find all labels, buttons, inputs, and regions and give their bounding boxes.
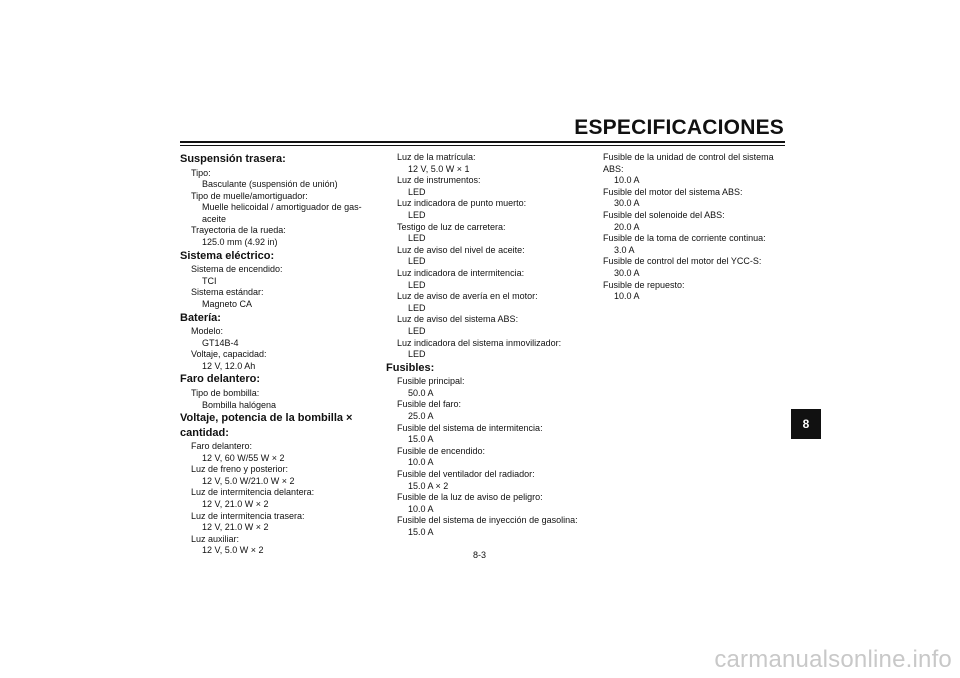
spec-label: Fusible del ventilador del radiador: — [397, 468, 535, 479]
spec-value: 15.0 A × 2 — [408, 480, 449, 491]
spec-column-1 — [180, 152, 380, 557]
spec-value: LED — [408, 279, 426, 290]
spec-column-3 — [603, 152, 788, 303]
spec-value: 30.0 A — [614, 267, 640, 278]
spec-value: Muelle helicoidal / amortiguador de gas- — [202, 202, 362, 213]
spec-value: 10.0 A — [614, 291, 640, 302]
spec-value: 10.0 A — [408, 457, 434, 468]
header-rule-thick — [180, 141, 785, 143]
spec-value: LED — [408, 302, 426, 313]
spec-label: Fusible del motor del sistema ABS: — [603, 186, 743, 197]
section-heading: Suspensión trasera: — [180, 153, 286, 165]
spec-value: 20.0 A — [614, 221, 640, 232]
spec-value: LED — [408, 209, 426, 220]
spec-label: Luz de la matrícula: — [397, 152, 476, 162]
spec-value: 12 V, 21.0 W × 2 — [202, 499, 269, 510]
section-heading: Fusibles: — [386, 361, 435, 374]
spec-column-2 — [386, 152, 586, 539]
spec-value: Bombilla halógena — [202, 399, 277, 410]
spec-value: 3.0 A — [614, 244, 635, 255]
spec-label: Fusible del solenoide del ABS: — [603, 209, 725, 220]
spec-label: Luz de aviso de avería en el motor: — [397, 291, 538, 302]
spec-label: Luz de intermitencia delantera: — [191, 487, 315, 498]
spec-label: Tipo: — [191, 167, 211, 178]
spec-label: Sistema de encendido: — [191, 264, 283, 275]
spec-value: GT14B-4 — [202, 337, 239, 348]
spec-label: Luz de intermitencia trasera: — [191, 510, 305, 521]
spec-label: Luz de aviso del sistema ABS: — [397, 314, 519, 325]
spec-label: Modelo: — [191, 326, 224, 337]
spec-label: Faro delantero: — [191, 441, 253, 452]
section-heading: Sistema eléctrico: — [180, 249, 275, 262]
spec-value: 12 V, 21.0 W × 2 — [202, 522, 269, 533]
spec-label: Fusible del sistema de intermitencia: — [397, 422, 543, 433]
spec-label: Luz de freno y posterior: — [191, 464, 289, 475]
spec-label: Fusible del faro: — [397, 399, 462, 410]
spec-value: LED — [408, 186, 426, 197]
spec-value: LED — [408, 325, 426, 336]
spec-value: LED — [408, 349, 426, 360]
spec-value: 12 V, 5.0 W/21.0 W × 2 — [202, 475, 295, 486]
spec-label: Luz indicadora de intermitencia: — [397, 267, 525, 278]
section-heading: Voltaje, potencia de la bombilla × — [180, 412, 353, 425]
spec-value: Magneto CA — [202, 298, 253, 309]
chapter-tab: 8 — [791, 409, 821, 439]
spec-value: 125.0 mm (4.92 in) — [202, 237, 278, 248]
spec-value: Basculante (suspensión de unión) — [202, 179, 338, 190]
spec-label: Fusible de repuesto: — [603, 279, 685, 290]
spec-value: 10.0 A — [614, 175, 640, 186]
spec-value: 30.0 A — [614, 198, 640, 209]
spec-label: Tipo de bombilla: — [191, 387, 260, 398]
page-title: ESPECIFICACIONES — [574, 116, 784, 139]
spec-label: Voltaje, capacidad: — [191, 349, 267, 360]
spec-value: 10.0 A — [408, 503, 434, 514]
spec-value: 12 V, 5.0 W × 1 — [408, 163, 470, 174]
spec-value: TCI — [202, 275, 217, 286]
spec-label: Luz indicadora de punto muerto: — [397, 198, 527, 209]
spec-value: LED — [408, 233, 426, 244]
spec-value: aceite — [202, 213, 227, 224]
spec-label: Fusible de control del motor del YCC-S: — [603, 256, 762, 267]
spec-value: LED — [408, 256, 426, 267]
spec-value: 15.0 A — [408, 434, 434, 445]
header-rule-thin — [180, 145, 785, 146]
spec-value: 25.0 A — [408, 410, 434, 421]
spec-value: 15.0 A — [408, 526, 434, 537]
section-heading: Faro delantero: — [180, 373, 261, 386]
spec-label: Luz auxiliar: — [191, 533, 240, 544]
spec-label: Sistema estándar: — [191, 287, 264, 298]
spec-label: Luz de aviso del nivel de aceite: — [397, 244, 525, 255]
watermark: carmanualsonline.info — [714, 646, 952, 673]
spec-label: Tipo de muelle/amortiguador: — [191, 190, 308, 201]
spec-label: Luz de instrumentos: — [397, 175, 481, 186]
spec-label: Fusible de la luz de aviso de peligro: — [397, 492, 543, 503]
spec-value: 12 V, 5.0 W × 2 — [202, 545, 264, 556]
spec-label: Fusible del sistema de inyección de gasolina: — [397, 515, 578, 526]
section-heading: Batería: — [180, 311, 221, 324]
spec-label: Trayectoria de la rueda: — [191, 225, 286, 236]
spec-label: Fusible principal: — [397, 376, 465, 387]
spec-value: 12 V, 60 W/55 W × 2 — [202, 452, 285, 463]
spec-label: ABS: — [603, 163, 624, 174]
spec-label: Testigo de luz de carretera: — [397, 221, 506, 232]
page-number: 8-3 — [473, 550, 487, 560]
spec-label: Fusible de la unidad de control del sistema — [603, 152, 774, 162]
spec-label: Luz indicadora del sistema inmovilizador: — [397, 337, 562, 348]
spec-label: Fusible de encendido: — [397, 445, 486, 456]
spec-value: 12 V, 12.0 Ah — [202, 360, 256, 371]
spec-value: 50.0 A — [408, 387, 434, 398]
section-heading: cantidad: — [180, 426, 229, 439]
spec-label: Fusible de la toma de corriente continua: — [603, 233, 766, 244]
